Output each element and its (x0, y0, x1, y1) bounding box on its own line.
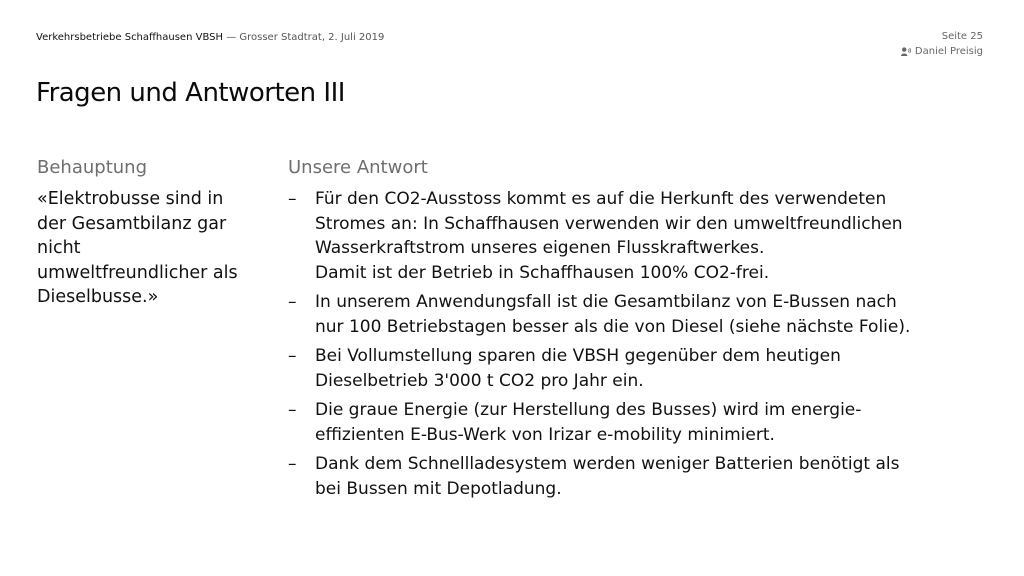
claim-text (37, 187, 267, 310)
answer-line: Wasserkraftstrom unseres eigenen Flusskraftwerkes. (315, 238, 765, 258)
bullet-dash: – (288, 292, 297, 312)
answer-line: bei Bussen mit Depotladung. (315, 478, 562, 499)
claim-line: der Gesamtbilanz gar (37, 213, 227, 234)
slide-meta (901, 29, 983, 61)
author-name: Daniel Preisig (914, 46, 983, 57)
answer-line: Stromes an: In Schaffhausen verwenden wir den umweltfreundlichen (315, 213, 903, 234)
claim-line: «Elektrobusse sind in (37, 189, 224, 209)
organization-name: Verkehrsbetriebe Schaffhausen VBSH (36, 32, 223, 43)
claim-column (37, 156, 267, 310)
answer-line: Für den CO2-Ausstoss kommt es auf die Herkunft des verwendeten (315, 189, 887, 209)
claim-heading: Behauptung (37, 157, 147, 178)
answer-line: In unserem Anwendungsfall ist die Gesamtbilanz von E-Bussen nach (315, 292, 897, 312)
answer-line: Dank dem Schnellladesystem werden weniger Batterien benötigt als (315, 454, 900, 474)
list-item (288, 398, 988, 447)
author-row (901, 44, 983, 59)
answer-line: Die graue Energie (zur Herstellung des Busses) wird im energie- (315, 400, 862, 420)
person-speaking-icon (901, 47, 911, 56)
bullet-dash: – (288, 400, 297, 420)
slide-title: Fragen und Antworten III (36, 78, 345, 108)
claim-line: umweltfreundlicher als (37, 262, 238, 283)
answer-line: Dieselbetrieb 3'000 t CO2 pro Jahr ein. (315, 370, 644, 391)
answer-line: Bei Vollumstellung sparen die VBSH gegenüber dem heutigen (315, 346, 841, 366)
answer-line: nur 100 Betriebstagen besser als die von Diesel (siehe nächste Folie). (315, 316, 911, 337)
answer-heading: Unsere Antwort (288, 157, 428, 178)
page-number: Seite 25 (941, 31, 983, 42)
list-item (288, 452, 988, 501)
answer-line: effizienten E-Bus-Werk von Irizar e-mobility minimiert. (315, 424, 775, 445)
claim-line: Dieselbusse.» (37, 287, 159, 307)
bullet-dash: – (288, 346, 297, 366)
list-item (288, 290, 988, 339)
list-item (288, 344, 988, 393)
list-item (288, 187, 988, 285)
answer-column (288, 156, 988, 506)
bullet-dash: – (288, 189, 297, 209)
answer-line: Damit ist der Betrieb in Schaffhausen 100% CO2-frei. (315, 262, 770, 283)
claim-line: nicht (37, 238, 81, 258)
answer-list (288, 187, 988, 501)
bullet-dash: – (288, 454, 297, 474)
event-info: — Grosser Stadtrat, 2. Juli 2019 (226, 32, 385, 43)
slide-header (36, 32, 384, 43)
